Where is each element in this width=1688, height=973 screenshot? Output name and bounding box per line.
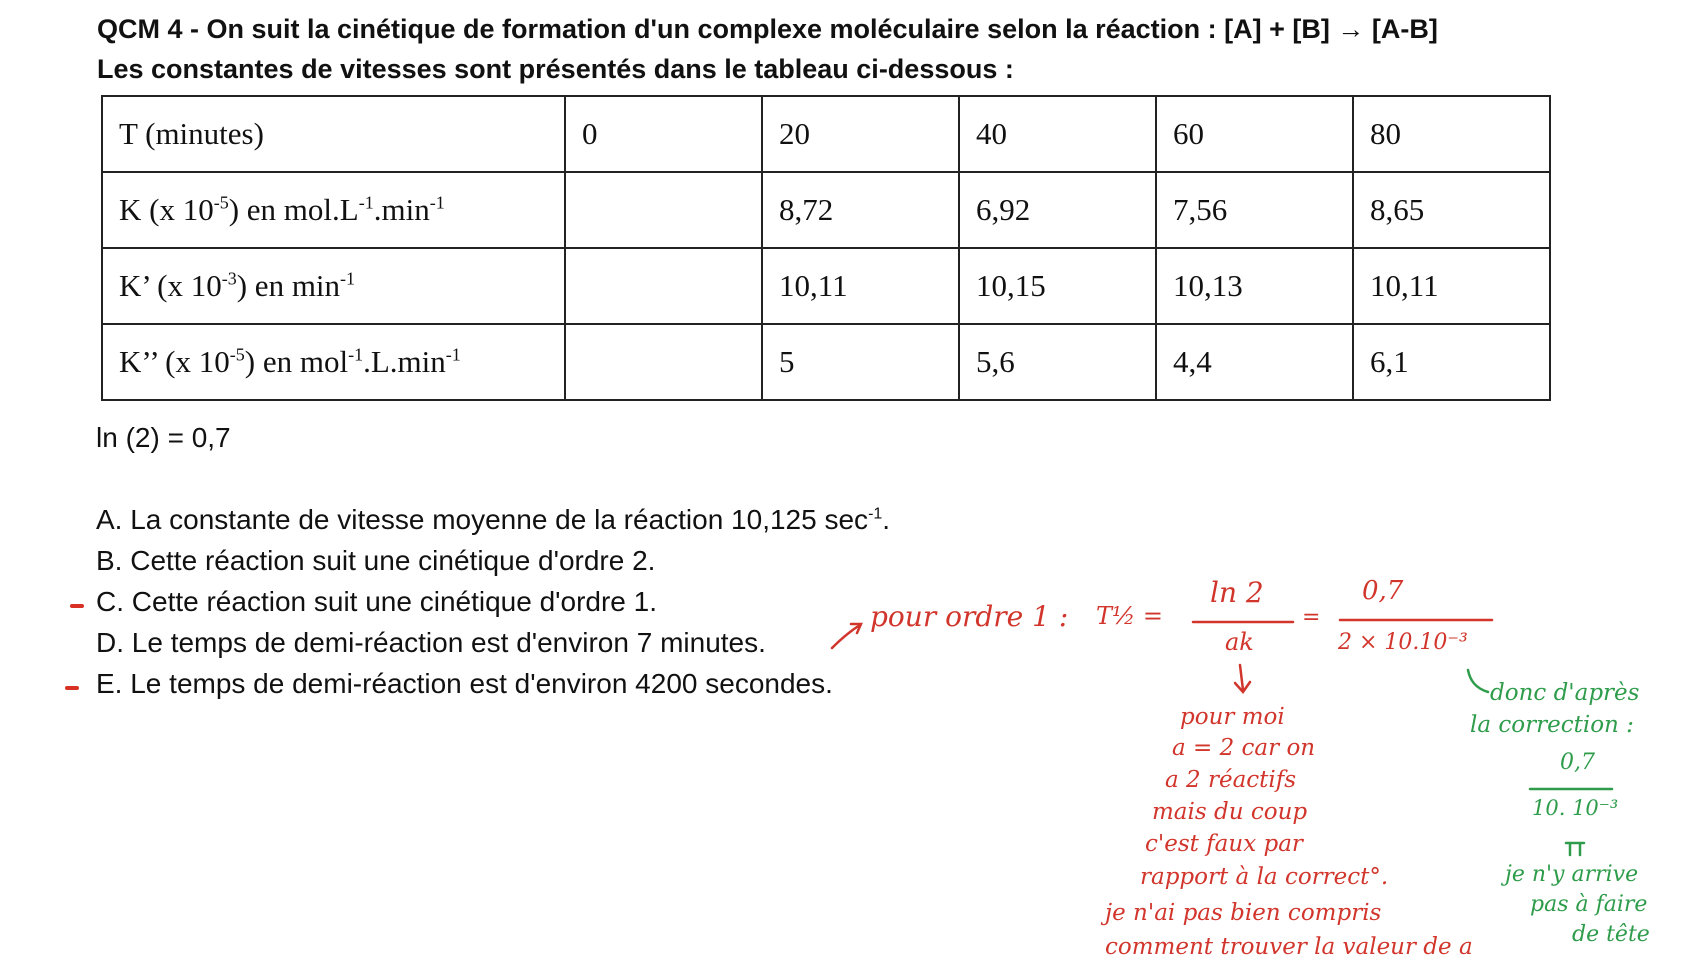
handwritten-green-line: je n'y arrive: [1505, 862, 1639, 887]
question-subtitle: Les constantes de vitesses sont présentés dans le tableau ci-dessous :: [97, 54, 1014, 84]
table-cell: 6,92: [959, 172, 1156, 248]
handwritten-green-line: pas à faire: [1530, 892, 1648, 917]
red-arrow-line: [832, 625, 860, 648]
option-b: B. Cette réaction suit une cinétique d'ordre 2.: [96, 545, 656, 576]
handwritten-t-half: T½ =: [1096, 602, 1164, 630]
red-down-arrow: [1240, 665, 1243, 690]
handwritten-ak: ak: [1225, 628, 1254, 656]
green-arrow: [1468, 670, 1488, 692]
handwritten-line: a 2 réactifs: [1165, 767, 1297, 793]
handwritten-line: pour moi: [1180, 704, 1285, 730]
table-cell: 8,72: [762, 172, 959, 248]
table-header-cell: 40: [959, 96, 1156, 172]
table-cell: 10,11: [1353, 248, 1550, 324]
table-cell: 4,4: [1156, 324, 1353, 400]
table-cell: 8,65: [1353, 172, 1550, 248]
table-cell: 10,11: [762, 248, 959, 324]
handwritten-green-num: 0,7: [1560, 750, 1595, 775]
handwritten-line: a = 2 car on: [1172, 735, 1316, 761]
handwritten-line: c'est faux par: [1145, 831, 1303, 857]
handwritten-green-line: de tête: [1572, 922, 1650, 947]
table-cell: 7,56: [1156, 172, 1353, 248]
row-label-k-prime: K’ (x $10^{-3}$) en $\min^{-1}$: [102, 248, 565, 324]
green-implies-symbol: [1566, 843, 1584, 855]
table-cell: 10,15: [959, 248, 1156, 324]
table-header-cell: 20: [762, 96, 959, 172]
handwritten-line: comment trouver la valeur de a: [1105, 934, 1473, 960]
handwritten-line: mais du coup: [1152, 799, 1308, 825]
option-d: D. Le temps de demi-réaction est d'environ 7 minutes.: [96, 627, 766, 658]
handwritten-ln2: ln 2: [1210, 576, 1264, 609]
option-c: C. Cette réaction suit une cinétique d'ordre 1.: [96, 586, 657, 617]
handwritten-line: je n'ai pas bien compris: [1105, 900, 1382, 926]
table-cell: 5,6: [959, 324, 1156, 400]
table-cell: 10,13: [1156, 248, 1353, 324]
row-label-k-double-prime: K’’ (x $10^{-5}$) en $mol^{-1}.L.\min^{-1}$: [102, 324, 565, 400]
handwritten-green-denom: 10. 10⁻³: [1532, 796, 1619, 820]
table-header-cell: 0: [565, 96, 762, 172]
handwritten-green-line: la correction :: [1470, 712, 1634, 738]
option-e: E. Le temps de demi-réaction est d'environ 4200 secondes.: [96, 668, 833, 699]
handwritten-denominator: 2 × 10.10⁻³: [1338, 630, 1468, 655]
handwritten-pour-ordre: pour ordre 1 :: [870, 600, 1069, 633]
table-header-cell: 80: [1353, 96, 1550, 172]
handwritten-equals: =: [1302, 605, 1321, 630]
row-label-k: K (x $10^{-5}$) en $mol.L^{-1}.\min^{-1}$: [102, 172, 565, 248]
handwritten-0-7: 0,7: [1362, 576, 1404, 606]
handwritten-green-line: donc d'après: [1490, 680, 1640, 706]
ln2-note: ln (2) = 0,7: [96, 422, 231, 453]
table-header-cell: 60: [1156, 96, 1353, 172]
question-title: QCM 4 - On suit la cinétique de formation d'un complexe moléculaire selon la réaction : [A] + [B] → [A-B]: [97, 14, 1438, 44]
table-cell: 5: [762, 324, 959, 400]
option-a: A. La constante de vitesse moyenne de la réaction 10,125 $\sec^{-1}$.: [96, 504, 891, 535]
table-header-cell: T (minutes): [102, 96, 565, 172]
handwritten-line: rapport à la correct°.: [1140, 864, 1389, 890]
table-cell: 6,1: [1353, 324, 1550, 400]
